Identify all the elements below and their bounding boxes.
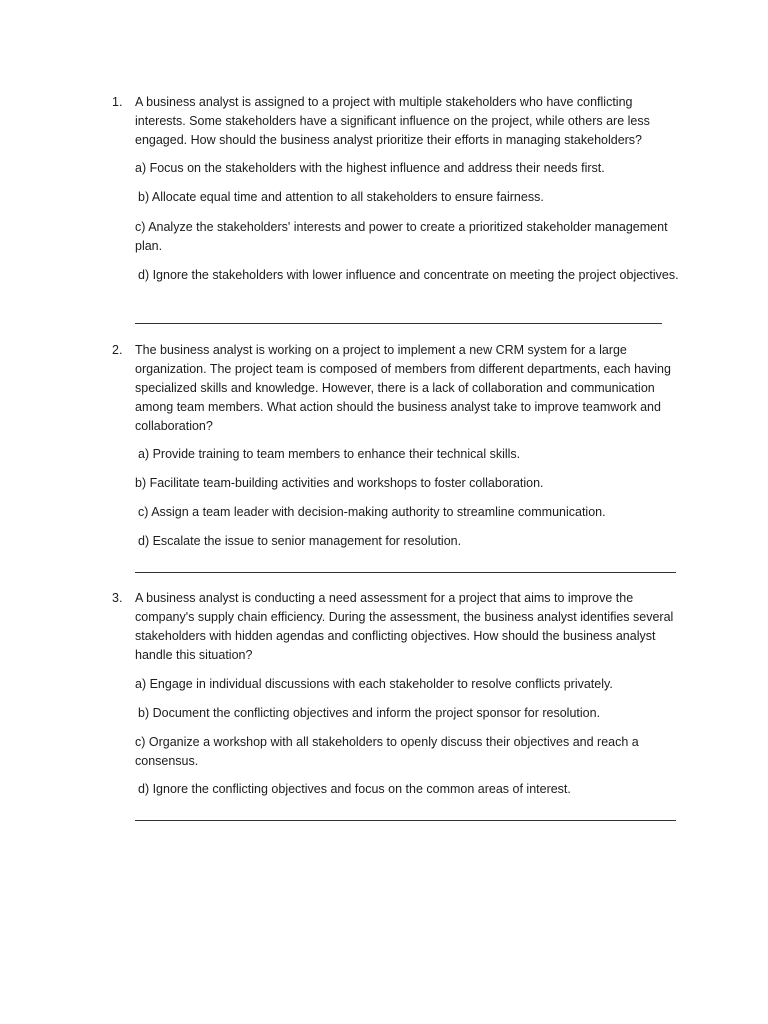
- option-b: b) Allocate equal time and attention to all stakeholders to ensure fairness.: [138, 190, 544, 204]
- option-a: a) Engage in individual discussions with each stakeholder to resolve conflicts privately.: [135, 677, 613, 691]
- option-c: c) Analyze the stakeholders' interests and power to create a prioritized stakeholder management plan.: [135, 220, 668, 253]
- option-b: b) Document the conflicting objectives and inform the project sponsor for resolution.: [138, 706, 601, 720]
- answer-line: [135, 323, 662, 324]
- option-b: b) Facilitate team-building activities and workshops to foster collaboration.: [135, 476, 544, 490]
- option-c: c) Assign a team leader with decision-making authority to streamline communication.: [138, 505, 606, 519]
- answer-line: [135, 820, 676, 821]
- question-number: 3.: [112, 591, 123, 605]
- answer-line: [135, 572, 676, 573]
- question-number: 1.: [112, 95, 123, 109]
- option-a: a) Focus on the stakeholders with the highest influence and address their needs first.: [135, 161, 605, 175]
- option-d: d) Ignore the conflicting objectives and focus on the common areas of interest.: [138, 782, 571, 796]
- question-stem: A business analyst is conducting a need assessment for a project that aims to improve the company's supply chain efficiency. During the assessment, the business analyst identifies several stakeholders with hidden agendas and conflicting objectives. How should the business analyst handle this situation?: [135, 591, 674, 662]
- question-stem: The business analyst is working on a project to implement a new CRM system for a large organization. The project team is composed of members from different departments, each having specialized skills and knowledge. However, there is a lack of collaboration and communication among team members. What action should the business analyst take to improve teamwork and collaboration?: [135, 343, 671, 433]
- option-d: d) Ignore the stakeholders with lower influence and concentrate on meeting the project objectives.: [138, 268, 679, 282]
- question-stem: A business analyst is assigned to a project with multiple stakeholders who have conflicting interests. Some stakeholders have a significant influence on the project, while others are less engaged. How should the business analyst prioritize their efforts in managing stakeholders?: [135, 95, 650, 147]
- question-number: 2.: [112, 343, 123, 357]
- option-a: a) Provide training to team members to enhance their technical skills.: [138, 447, 521, 461]
- option-c: c) Organize a workshop with all stakeholders to openly discuss their objectives and reach a consensus.: [135, 735, 639, 768]
- option-d: d) Escalate the issue to senior management for resolution.: [138, 534, 462, 548]
